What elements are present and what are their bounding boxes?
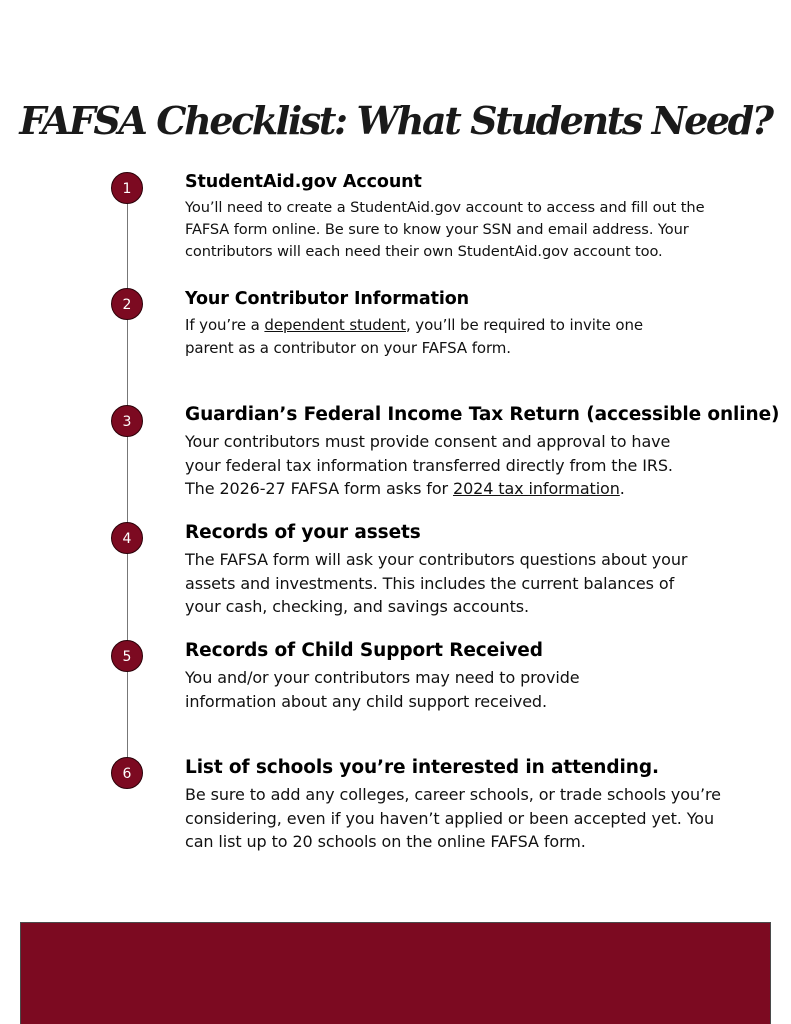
dependent-student-link[interactable]: dependent student [264,316,406,334]
step-heading: Records of your assets [185,522,421,543]
step-item [185,171,705,263]
step-number-badge: 6 [111,757,143,789]
timeline-line [127,187,128,772]
step-description: You’ll need to create a StudentAid.gov account to access and fill out the FAFSA form online. Be sure to know your SSN and email address. Your contributors will each need their own StudentAid.gov account too. [185,199,705,260]
step-item [185,640,625,713]
step-item [185,522,710,619]
step-description-text: If you’re a [185,316,265,334]
step-heading: Records of Child Support Received [185,640,543,661]
step-heading: Guardian’s Federal Income Tax Return (accessible online) [185,404,780,425]
step-heading: List of schools you’re interested in attending. [185,757,659,778]
step-description: The FAFSA form will ask your contributors questions about your assets and investments. This includes the current balances of your cash, checking, and savings accounts. [185,550,688,616]
step-description-text: Your contributors must provide consent and approval to have your federal tax information transferred directly from the IRS. The 2026-27 FAFSA form asks for [185,432,673,498]
step-description-text: , you’ll be required to invite one parent as a contributor on your FAFSA form. [185,316,644,357]
step-description: You and/or your contributors may need to provide information about any child support received. [185,668,580,711]
step-number-badge: 3 [111,405,143,437]
step-item [185,404,780,501]
step-description-text: . [619,479,625,498]
step-number-badge: 1 [111,172,143,204]
step-item [185,757,730,854]
step-description [185,314,675,360]
step-heading: Your Contributor Information [185,289,470,309]
step-number-badge: 4 [111,522,143,554]
step-description: Be sure to add any colleges, career schools, or trade schools you’re considering, even if you haven’t applied or been accepted yet. You can list up to 20 schools on the online FAFSA form. [185,785,721,851]
tax-information-link[interactable]: 2024 tax information [452,479,620,498]
step-number-badge: 2 [111,288,143,320]
step-number-badge: 5 [111,640,143,672]
page-title: FAFSA Checklist: What Students Need? [19,98,772,143]
step-description [185,430,705,501]
footer-bar [20,922,771,1024]
step-heading: StudentAid.gov Account [185,172,422,192]
step-item [185,288,675,360]
